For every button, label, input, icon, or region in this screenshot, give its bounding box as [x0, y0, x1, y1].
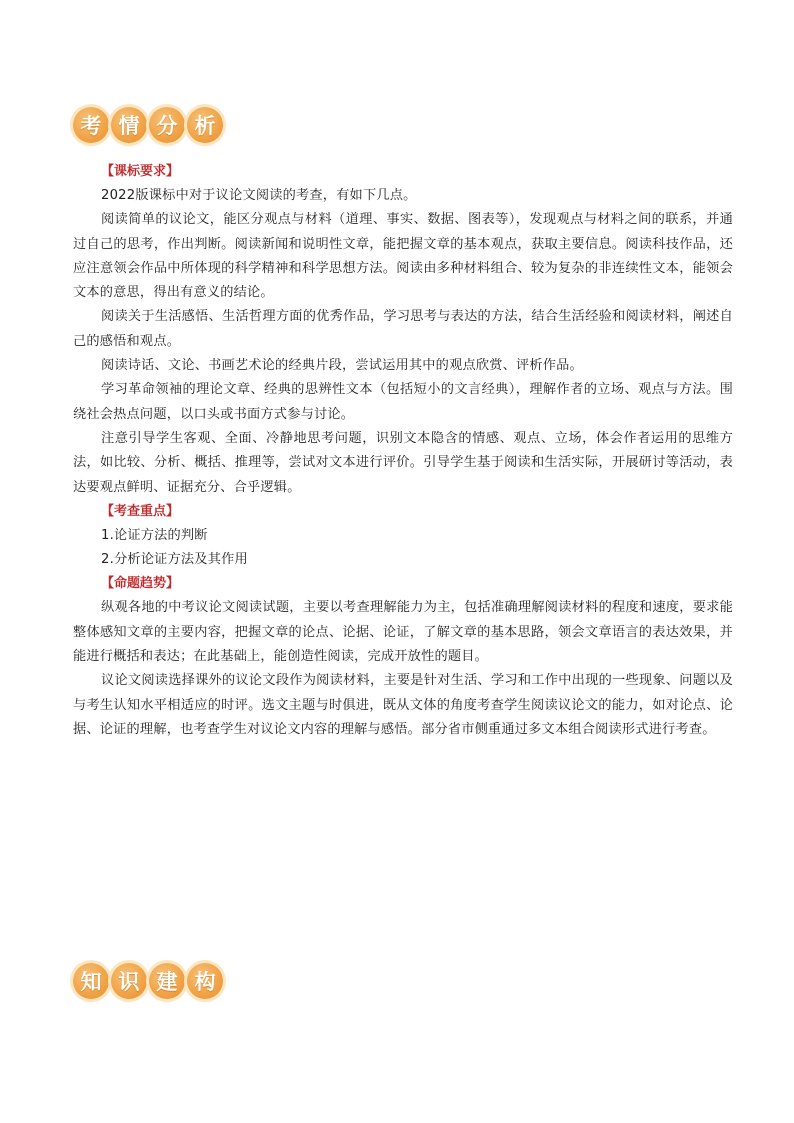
list-item: 2.分析论证方法及其作用 [101, 552, 248, 568]
paragraph: 阅读简单的议论文，能区分观点与材料（道理、事实、数据、图表等），发现观点与材料之间的联系，并通过自己的思考，作出判断。阅读新闻和说明性文章，能把握文章的基本观点，获取主要信息。阅读科技作品，还应注意领会作品中所体现的科学精神和科学思想方法。阅读由多种材料组合、较为复杂的非连续性文本，能领会文本的意思，得出有意义的结论。 [73, 212, 733, 301]
paragraph: 阅读关于生活感悟、生活哲理方面的优秀作品，学习思考与表达的方法，结合生活经验和阅读材料，阐述自己的感悟和观点。 [73, 309, 733, 349]
paragraph: 议论文阅读选择课外的议论文段作为阅读材料，主要是针对生活、学习和工作中出现的一些现象、问题以及与考生认知水平相适应的时评。选文主题与时俱进，既从文体的角度考查学生阅读议论文的能力，如对论点、论据、论证的理解，也考查学生对议论文内容的理解与感悟。部分省市侧重通过多文本组合阅读形式进行考查。 [73, 673, 733, 737]
section-title-qushi: 【命题趋势】 [101, 576, 180, 592]
section-title-zhongdian: 【考查重点】 [101, 503, 180, 519]
paragraph: 学习革命领袖的理论文章、经典的思辨性文本（包括短小的文言经典），理解作者的立场、观点与方法。围绕社会热点问题，以口头或书面方式参与讨论。 [73, 382, 733, 422]
header-char: 建 [149, 963, 185, 999]
header-char: 知 [73, 963, 109, 999]
header-char: 情 [111, 107, 147, 143]
section-header-kaoqing [73, 107, 223, 143]
paragraph: 纵观各地的中考议论文阅读试题，主要以考查理解能力为主，包括准确理解阅读材料的程度和速度，要求能整体感知文章的主要内容，把握文章的论点、论据、论证，了解文章的基本思路，领会文章语言的表达效果，并能进行概括和表达；在此基础上，能创造性阅读，完成开放性的题目。 [73, 600, 733, 665]
list-item: 1.论证方法的判断 [101, 527, 208, 543]
header-char: 析 [187, 107, 223, 143]
header-char: 分 [149, 107, 185, 143]
paragraph: 阅读诗话、文论、书画艺术论的经典片段，尝试运用其中的观点欣赏、评析作品。 [101, 358, 583, 374]
header-char: 识 [111, 963, 147, 999]
section-title-kebiao: 【课标要求】 [101, 164, 180, 179]
paragraph-intro: 2022版课标中对于议论文阅读的考查，有如下几点。 [101, 188, 417, 203]
main-content [73, 160, 733, 742]
header-char: 考 [73, 107, 109, 143]
section-header-zhishi [73, 963, 223, 999]
paragraph: 注意引导学生客观、全面、冷静地思考问题，识别文本隐含的情感、观点、立场，体会作者运用的思维方法，如比较、分析、概括、推理等，尝试对文本进行评价。引导学生基于阅读和生活实际，开展研讨等活动，表达要观点鲜明、证据充分、合乎逻辑。 [73, 430, 733, 495]
header-char: 构 [187, 963, 223, 999]
